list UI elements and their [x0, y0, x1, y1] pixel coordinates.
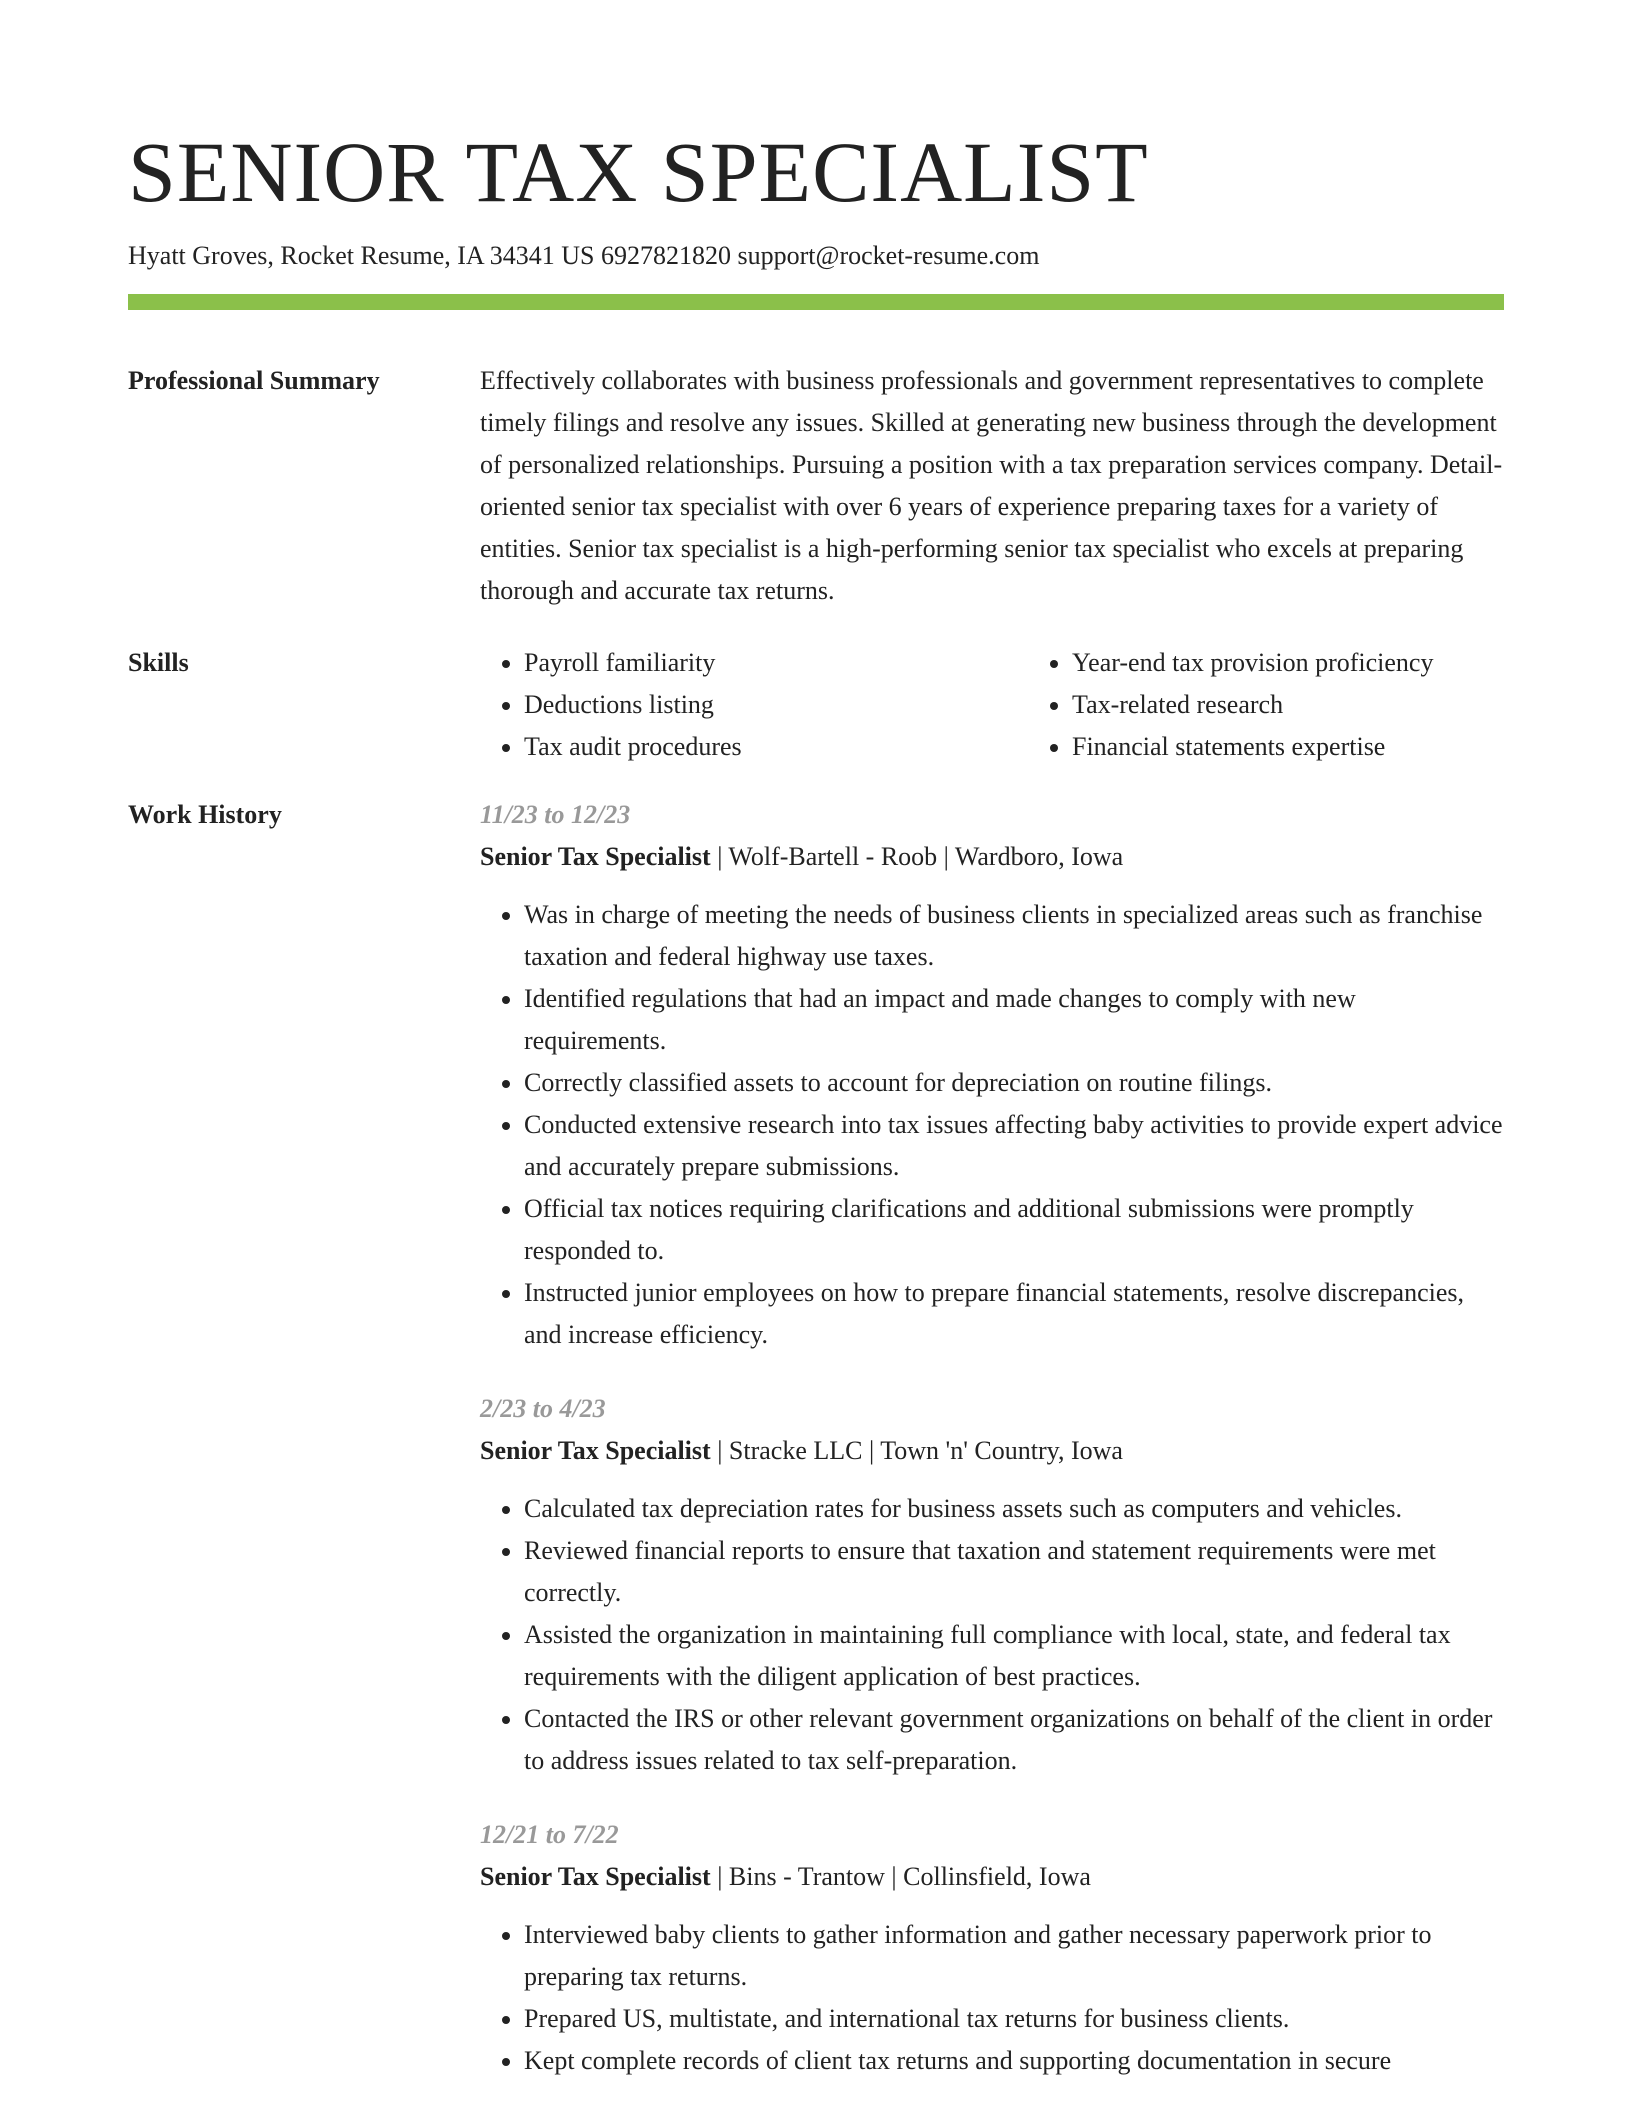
summary-section — [128, 360, 1504, 612]
job-date: 2/23 to 4/23 — [480, 1394, 606, 1423]
work-history-section — [128, 794, 1504, 2082]
job-date: 12/21 to 7/22 — [480, 1820, 619, 1849]
skills-heading: Skills — [128, 648, 189, 677]
job-title: Senior Tax Specialist — [480, 1862, 711, 1891]
resume-page — [128, 0, 1504, 2082]
job-bullet: • Was in charge of meeting the needs of business clients in specialized areas such as franchise taxation and federal highway use taxes. — [524, 894, 1504, 978]
skill-item: • Tax-related research — [1072, 684, 1576, 726]
skill-item: • Financial statements expertise — [1072, 726, 1576, 768]
contact-email[interactable]: support@rocket-resume.com — [737, 241, 1040, 270]
job-bullets — [480, 1488, 1504, 1782]
job-details: | Wolf-Bartell - Roob | Wardboro, Iowa — [710, 842, 1124, 871]
job-bullet: • Kept complete records of client tax returns and supporting documentation in secure — [524, 2040, 1504, 2082]
summary-text: Effectively collaborates with business professionals and government representatives to complete timely filings and resolve any issues. Skilled at generating new business through the development of personalized relationships. Pursuing a position with a tax preparation services company. Detail-oriented senior tax specialist with over 6 years of experience preparing taxes for a variety of entities. Senior tax specialist is a high-performing senior tax specialist who excels at preparing thorough and accurate tax returns. — [480, 366, 1503, 605]
job-title-line — [480, 836, 1504, 878]
job-bullet: • Official tax notices requiring clarifications and additional submissions were promptly responded to. — [524, 1188, 1504, 1272]
work-history-heading: Work History — [128, 800, 282, 829]
skills-list-right — [1028, 642, 1576, 768]
job-entry — [480, 1814, 1504, 2082]
contact-phone: 6927821820 — [601, 241, 732, 270]
skill-item: • Deductions listing — [524, 684, 1028, 726]
job-entry — [480, 794, 1504, 1356]
job-bullet: • Reviewed financial reports to ensure that taxation and statement requirements were met correctly. — [524, 1530, 1504, 1614]
job-details: | Stracke LLC | Town 'n' Country, Iowa — [710, 1436, 1123, 1465]
job-bullet: • Calculated tax depreciation rates for business assets such as computers and vehicles. — [524, 1488, 1504, 1530]
job-bullet: • Interviewed baby clients to gather information and gather necessary paperwork prior to preparing tax returns. — [524, 1914, 1504, 1998]
summary-heading: Professional Summary — [128, 366, 380, 395]
job-title-line — [480, 1856, 1504, 1898]
job-details: | Bins - Trantow | Collinsfield, Iowa — [710, 1862, 1091, 1891]
skill-item: • Payroll familiarity — [524, 642, 1028, 684]
job-title-line — [480, 1430, 1504, 1472]
job-bullet: • Instructed junior employees on how to prepare financial statements, resolve discrepancies, and increase efficiency. — [524, 1272, 1504, 1356]
skills-section — [128, 642, 1504, 768]
job-bullet: • Correctly classified assets to account for depreciation on routine filings. — [524, 1062, 1504, 1104]
resume-name: SENIOR TAX SPECIALIST — [128, 124, 1149, 220]
job-title: Senior Tax Specialist — [480, 1436, 711, 1465]
skill-item: • Tax audit procedures — [524, 726, 1028, 768]
contact-address: Hyatt Groves, Rocket Resume, IA 34341 US — [128, 241, 595, 270]
job-entry — [480, 1388, 1504, 1782]
job-bullets — [480, 894, 1504, 1356]
job-title: Senior Tax Specialist — [480, 842, 711, 871]
job-date: 11/23 to 12/23 — [480, 800, 631, 829]
job-bullets — [480, 1914, 1504, 2082]
job-bullet: • Assisted the organization in maintaining full compliance with local, state, and federal tax requirements with the diligent application of best practices. — [524, 1614, 1504, 1698]
job-bullet: • Identified regulations that had an impact and made changes to comply with new requirements. — [524, 978, 1504, 1062]
skills-list-left — [480, 642, 1028, 768]
job-bullet: • Prepared US, multistate, and international tax returns for business clients. — [524, 1998, 1504, 2040]
contact-line — [128, 240, 1504, 272]
job-bullet: • Conducted extensive research into tax issues affecting baby activities to provide expert advice and accurately prepare submissions. — [524, 1104, 1504, 1188]
skill-item: • Year-end tax provision proficiency — [1072, 642, 1576, 684]
header-divider — [128, 294, 1504, 310]
job-bullet: • Contacted the IRS or other relevant government organizations on behalf of the client in order to address issues related to tax self-preparation. — [524, 1698, 1504, 1782]
